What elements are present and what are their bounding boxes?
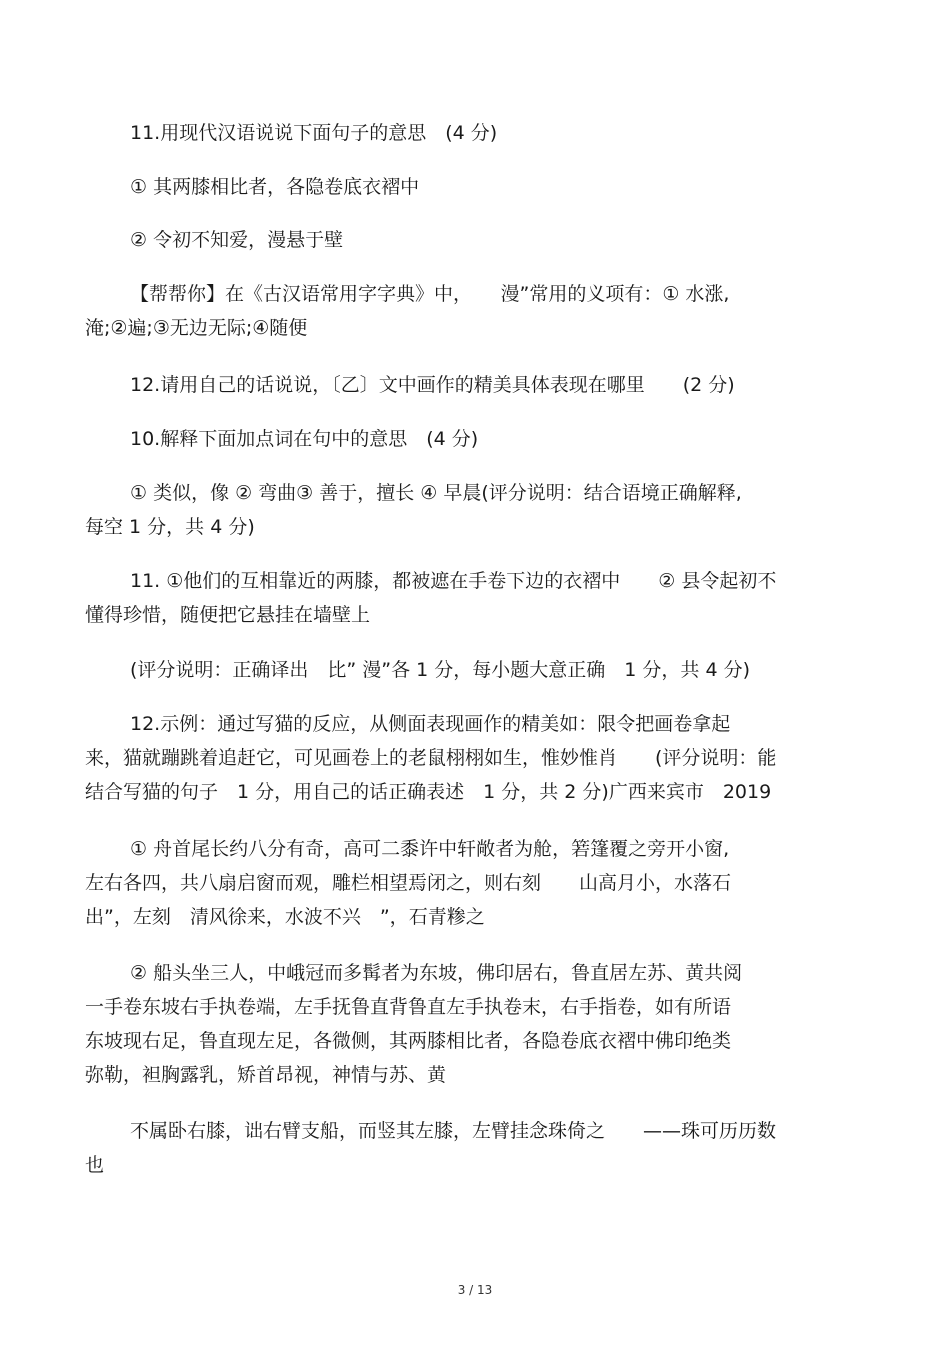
text-line: 10.解释下面加点词在句中的意思 (4 分)	[130, 428, 479, 450]
text-line: 一手卷东坡右手执卷端，左手抚鲁直背鲁直左手执卷末，右手指卷，如有所语	[85, 996, 732, 1018]
text-line: 出”，左刻 清风徐来，水波不兴 ”，石青糁之	[85, 906, 485, 928]
text-line: 懂得珍惜，随便把它悬挂在墙壁上	[85, 604, 371, 626]
text-line: ② 船头坐三人，中峨冠而多髯者为东坡，佛印居右，鲁直居左苏、黄共阅	[130, 962, 743, 984]
text-line: 【帮帮你】在《古汉语常用字字典》中， 漫”常用的义项有：① 水涨,	[130, 283, 730, 305]
text-line: 每空 1 分，共 4 分)	[85, 516, 255, 538]
text-line: 淹;②遍;③无边无际;④随便	[85, 317, 308, 339]
text-line: 11. ①他们的互相靠近的两膝，都被遮在手卷下边的衣褶中 ② 县令起初不	[130, 570, 777, 592]
text-line: 12.示例：通过写猫的反应，从侧面表现画作的精美如：限令把画卷拿起	[130, 713, 731, 735]
text-line: (评分说明：正确译出 比” 漫”各 1 分，每小题大意正确 1 分，共 4 分)	[130, 659, 751, 681]
text-line: 12.请用自己的话说说，〔乙〕文中画作的精美具体表现在哪里 (2 分)	[130, 374, 735, 396]
text-line: 来，猫就蹦跳着追赶它，可见画卷上的老鼠栩栩如生，惟妙惟肖 (评分说明：能	[85, 747, 777, 769]
text-line: 弥勒，袒胸露乳，矫首昂视，神情与苏、黄	[85, 1064, 447, 1086]
text-line: 不属卧右膝，诎右臂支船，而竖其左膝，左臂挂念珠倚之 ——珠可历历数	[130, 1120, 777, 1142]
text-line: ① 类似，像 ② 弯曲③ 善于，擅长 ④ 早晨(评分说明：结合语境正确解释,	[130, 482, 742, 504]
text-line: 左右各四，共八扇启窗而观，雕栏相望焉闭之，则右刻 山高月小，水落石	[85, 872, 732, 894]
text-line: ① 舟首尾长约八分有奇，高可二黍许中轩敞者为舱，箬篷覆之旁开小窗,	[130, 838, 730, 860]
text-line: 11.用现代汉语说说下面句子的意思 (4 分)	[130, 122, 498, 144]
text-line: 也	[85, 1154, 105, 1176]
text-line: 东坡现右足，鲁直现左足，各微侧，其两膝相比者，各隐卷底衣褶中佛印绝类	[85, 1030, 732, 1052]
text-line: ① 其两膝相比者，各隐卷底衣褶中	[130, 176, 420, 198]
text-line: ② 令初不知爱，漫悬于壁	[130, 229, 344, 251]
text-line: 结合写猫的句子 1 分，用自己的话正确表述 1 分，共 2 分)广西来宾市 2019	[85, 781, 772, 803]
page-number: 3 / 13	[457, 1283, 493, 1297]
